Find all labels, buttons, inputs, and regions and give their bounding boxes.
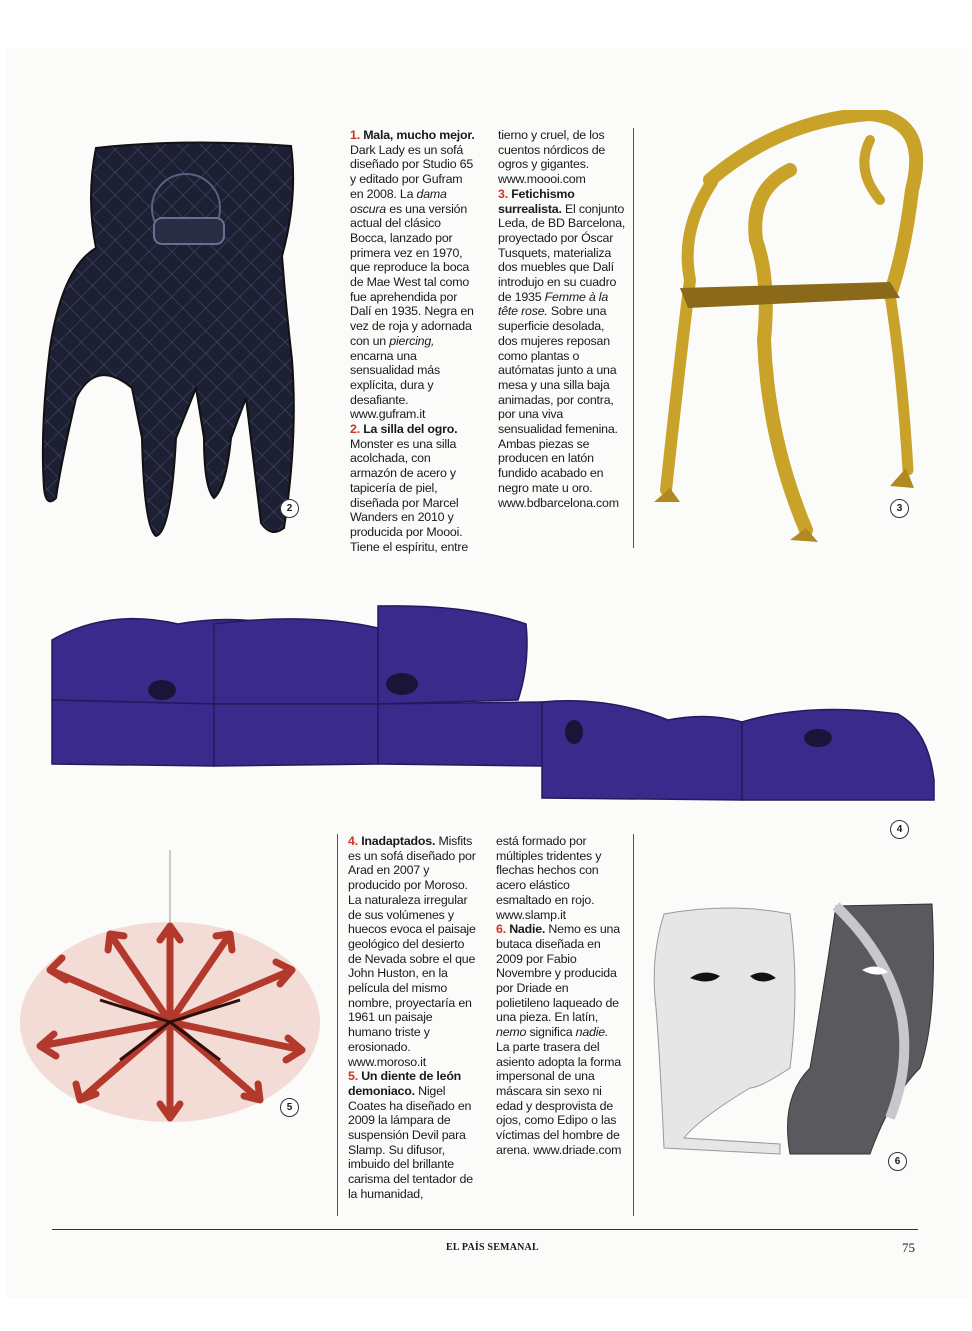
entry-number: 6. [496, 922, 506, 937]
entry-text: Nemo es una butaca diseñada en 2009 por Fabio Novembre y producida por Driade en polietileno laqueado de una pieza. En latín, [496, 922, 620, 1025]
entry-heading: La silla del ogro. [363, 422, 458, 437]
entry-url: www.gufram.it [350, 407, 426, 422]
entry-text: Monster es una silla acolchada, con armazón de acero y tapicería de piel, diseñada por Marcel Wanders en 2010 y producida por Moooi. Tiene el espíritu, entre [350, 436, 469, 554]
entry-text: es una versión actual del clásico Bocca, lanzado por primera vez en 1970, que reproduce la boca de Mae West tal como fue aprehendida por Dalí en 1935. Negra en vez de roja y adornada con un [350, 201, 474, 348]
image-number-badge-4: 4 [890, 820, 909, 839]
devil-lamp-image [10, 850, 332, 1140]
column-a [350, 128, 476, 554]
entry-number: 3. [498, 186, 508, 201]
entry-text: El conjunto Leda, de BD Barcelona, proyectado por Óscar Tusquets, materializa dos muebles que Dalí introdujo en su cuadro de 1935 [498, 201, 626, 304]
entry-number: 4. [348, 834, 358, 848]
misfits-sofa-image [48, 604, 936, 808]
entry-heading: Fetichismo surrealista. [498, 186, 575, 216]
image-number-badge-5: 5 [280, 1098, 299, 1117]
entry-number: 1. [350, 128, 360, 142]
entry-5 [348, 1069, 478, 1201]
footer-rule [52, 1229, 918, 1230]
entry-heading: Mala, mucho mejor. [363, 128, 475, 142]
entry-2 [350, 422, 476, 554]
entry-url: www.moroso.it [348, 1054, 426, 1069]
entry-number: 2. [350, 422, 360, 437]
entry-emphasis: nemo [496, 1025, 527, 1040]
entry-text: encarna una sensualidad más explícita, dura y desafiante. [350, 348, 440, 407]
entry-text: Sobre una superficie desolada, dos mujeres reposan como plantas o autómatas junto a una mesa y una silla baja animadas, por contra, por una viva sensualidad femenina. Ambas piezas se producen en latón fundido acabado en negro mate u oro. [498, 304, 618, 495]
entry-5-continued [496, 834, 624, 922]
entry-emphasis: piercing, [389, 333, 435, 348]
entry-url: www.driade.com [533, 1142, 622, 1157]
entry-emphasis: Femme à la tête rose. [498, 289, 609, 319]
entry-emphasis: nadie. [575, 1025, 609, 1040]
entry-2-continued [498, 128, 626, 187]
entry-3 [498, 187, 626, 510]
entry-6 [496, 922, 624, 1157]
entry-text: significa [529, 1025, 573, 1040]
column-c [348, 834, 478, 1202]
entry-text: Misfits es un sofá diseñado por Arad en 2007 y producido por Moroso. La naturaleza irregular de sus volúmenes y huecos evoca el paisaje geológico del desierto de Nevada sobre el que John Huston, en la película del mismo nombre, proyectaría en 1961 un paisaje humano triste y erosionado. [348, 834, 476, 1054]
entry-emphasis: dama oscura [350, 186, 447, 216]
entry-text: Nigel Coates ha diseñado en 2009 la lámpara de suspensión Devil para Slamp. Su difusor, imbuido del brillante carisma del tentador de la humanidad, [348, 1083, 473, 1201]
column-rule [633, 128, 634, 548]
page-number: 75 [902, 1240, 915, 1255]
entry-1 [350, 128, 476, 422]
image-number-badge-6: 6 [888, 1152, 907, 1171]
entry-text: Dark Lady es un sofá diseñado por Studio 65 y editado por Gufram en 2008. La [350, 142, 474, 201]
image-number-badge-3: 3 [890, 499, 909, 518]
image-number-badge-2: 2 [280, 499, 299, 518]
leda-chair-image [640, 110, 930, 546]
entry-url: www.bdbarcelona.com [498, 495, 619, 510]
entry-number: 5. [348, 1069, 358, 1084]
column-rule [337, 834, 338, 1216]
nemo-chair-image [640, 898, 938, 1158]
entry-heading: Un diente de león demoniaco. [348, 1069, 462, 1098]
column-b [498, 128, 626, 510]
magazine-masthead: EL PAÍS SEMANAL [446, 1242, 539, 1253]
entry-text: tierno y cruel, de los cuentos nórdicos de ogros y gigantes. [498, 128, 606, 172]
entry-heading: Nadie. [509, 922, 546, 937]
entry-text: está formado por múltiples tridentes y flechas hechos con acero elástico esmaltado en rojo. [496, 834, 602, 907]
entry-text: La parte trasera del asiento adopta la forma impersonal de una máscara sin sexo ni edad y desprovista de ojos, como Edipo o las víctimas del hombre de arena. [496, 1039, 621, 1157]
entry-url: www.moooi.com [498, 172, 586, 187]
monster-chair-image [36, 138, 332, 540]
column-rule [633, 834, 634, 1216]
entry-url: www.slamp.it [496, 907, 566, 922]
entry-4 [348, 834, 478, 1069]
entry-heading: Inadaptados. [361, 834, 436, 848]
column-d [496, 834, 624, 1157]
